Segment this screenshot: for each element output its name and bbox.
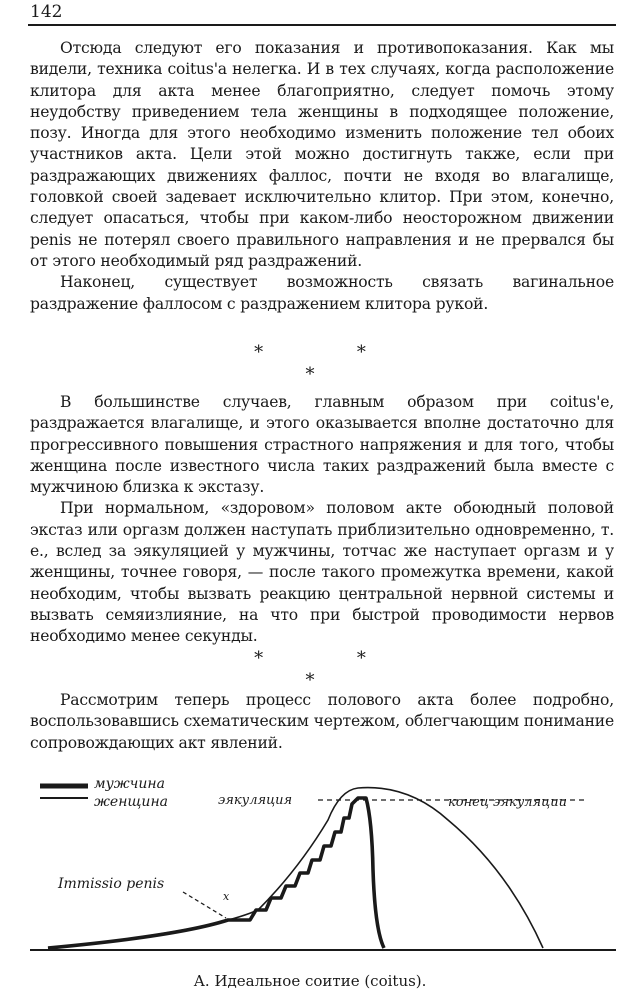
label-end-ejaculation: конец эякуляции	[448, 795, 567, 810]
coitus-diagram	[28, 760, 616, 960]
man-curve	[48, 798, 384, 948]
paragraph: Рассмотрим теперь процесс полового акта более подробно, воспользовавшись схематическим чертежом, облегчающим понимание сопровождающих акт явлений.	[30, 691, 614, 752]
header-rule	[28, 24, 616, 26]
separator-star-bottom: *	[305, 364, 315, 385]
immissio-leader	[183, 892, 226, 918]
woman-curve	[48, 788, 543, 948]
separator-stars-top: * *	[254, 342, 410, 363]
text-section-middle	[30, 392, 614, 648]
page-number: 142	[30, 2, 63, 22]
label-x: x	[223, 890, 230, 903]
paragraph: Отсюда следуют его показания и противопоказания. Как мы видели, техника coitus'a нелегка. И в тех случаях, когда расположение клитора для акта менее благоприятно, следует помочь этому неудобству приведением тела женщины в подходящее положение, позу. Иногда для этого необходимо изменить положение тел обоих участников акта. Цели этой можно достигнуть также, если при раздражающих движениях фаллос, почти не входя во влагалище, головкой своей задевает исключительно клитор. При этом, конечно, следует опасаться, чтобы при каком-либо неосторожном движении penis не потерял своего правильного направления и не прервался бы от этого необходимый ряд раздражений.	[30, 39, 614, 270]
text-section-top	[30, 38, 614, 315]
label-immissio-penis: Immissio penis	[58, 876, 165, 892]
legend-label-man: мужчина	[94, 776, 165, 792]
legend-label-woman: женщина	[94, 794, 169, 810]
section-separator	[0, 344, 620, 384]
paragraph: При нормальном, «здоровом» половом акте обоюдный половой экстаз или оргазм должен наступать приблизительно одновременно, т. е., вслед за эякуляцией у мужчины, тотчас же наступает оргазм и у женщины, точнее говоря, — после такого промежутка времени, какой необходим, чтобы вызвать реакцию центральной нервной системы и вызвать семяизлияние, на что при быстрой проводимости нервов необходимо менее секунды.	[30, 499, 614, 646]
paragraph: В большинстве случаев, главным образом при coitus'e, раздражается влагалище, и этого оказывается вполне достаточно для прогрессивного повышения страстного напряжения и для того, чтобы женщина после известного числа таких раздражений была вместе с мужчиною близка к экстазу.	[30, 393, 614, 497]
section-separator	[0, 650, 620, 690]
text-section-bottom	[30, 690, 614, 754]
figure-caption: А. Идеальное соитие (coitus).	[193, 972, 427, 990]
paragraph: Наконец, существует возможность связать вагинальное раздражение фаллосом с раздражением клитора рукой.	[30, 273, 614, 313]
separator-stars-top: * *	[254, 648, 410, 669]
separator-star-bottom: *	[305, 670, 315, 691]
label-ejaculation: эякуляция	[218, 793, 293, 808]
